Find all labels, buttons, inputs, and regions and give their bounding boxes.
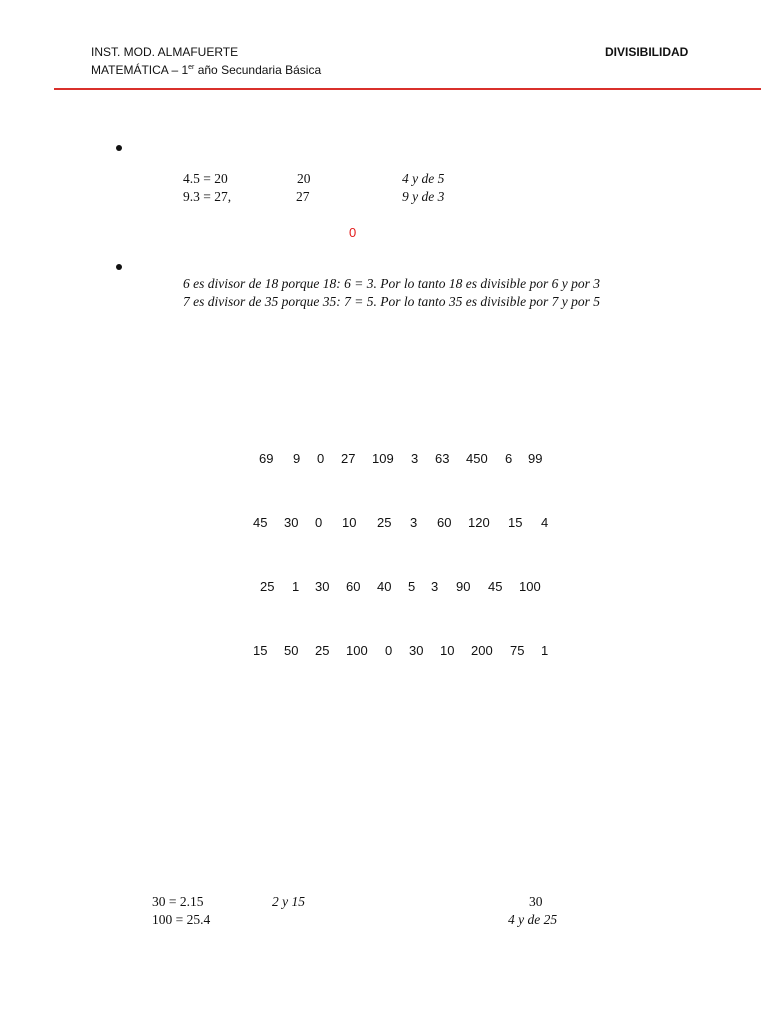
- number-item: 45: [253, 515, 268, 530]
- number-item: 30: [315, 579, 330, 594]
- number-item: 3: [410, 515, 418, 530]
- s3-row-1-equation: 30 = 2.15: [152, 894, 204, 909]
- number-item: 45: [488, 579, 503, 594]
- red-zero-mark: 0: [349, 225, 357, 240]
- header-divider: [54, 88, 761, 90]
- number-item: 60: [346, 579, 361, 594]
- number-item: 15: [508, 515, 523, 530]
- number-item: 100: [346, 643, 368, 658]
- s3-row-1-pair: 2 y 15: [272, 894, 305, 909]
- s1-row-1-pair: 4 y de 5: [402, 171, 445, 186]
- number-item: 9: [293, 451, 301, 466]
- number-item: 0: [315, 515, 323, 530]
- number-item: 25: [260, 579, 275, 594]
- number-item: 15: [253, 643, 268, 658]
- s3-row-2-equation: 100 = 25.4: [152, 912, 211, 927]
- number-item: 69: [259, 451, 274, 466]
- number-item: 25: [315, 643, 330, 658]
- number-item: 99: [528, 451, 543, 466]
- s1-row-1-equation: 4.5 = 20: [183, 171, 228, 186]
- s3-row-2-value: 4 y de 25: [508, 912, 558, 927]
- s1-row-2-value: 27: [296, 189, 310, 204]
- number-item: 90: [456, 579, 471, 594]
- bullet-1: [116, 145, 122, 151]
- s1-row-2-equation: 9.3 = 27,: [183, 189, 232, 204]
- number-item: 30: [284, 515, 299, 530]
- s2-line-1: 6 es divisor de 18 porque 18: 6 = 3. Por lo tanto 18 es divisible por 6 y por 3: [183, 276, 600, 291]
- number-item: 120: [468, 515, 490, 530]
- header-institution: INST. MOD. ALMAFUERTE: [91, 45, 239, 59]
- number-item: 30: [409, 643, 424, 658]
- s1-row-1-value: 20: [297, 171, 311, 186]
- number-item: 0: [385, 643, 393, 658]
- header-topic: DIVISIBILIDAD: [605, 45, 689, 59]
- number-item: 4: [541, 515, 549, 530]
- number-item: 63: [435, 451, 450, 466]
- number-item: 450: [466, 451, 488, 466]
- header-course-sup: er: [188, 64, 195, 71]
- number-item: 0: [317, 451, 325, 466]
- number-item: 25: [377, 515, 392, 530]
- number-item: 27: [341, 451, 356, 466]
- header-course-rest: año Secundaria Básica: [194, 63, 322, 77]
- number-item: 6: [505, 451, 513, 466]
- number-item: 40: [377, 579, 392, 594]
- number-item: 75: [510, 643, 525, 658]
- number-item: 3: [411, 451, 419, 466]
- header-course-main: MATEMÁTICA – 1: [91, 63, 189, 77]
- number-item: 200: [471, 643, 493, 658]
- number-item: 10: [440, 643, 455, 658]
- number-item: 10: [342, 515, 357, 530]
- number-item: 1: [541, 643, 549, 658]
- number-item: 109: [372, 451, 394, 466]
- number-item: 3: [431, 579, 439, 594]
- number-item: 50: [284, 643, 299, 658]
- number-item: 60: [437, 515, 452, 530]
- number-item: 100: [519, 579, 541, 594]
- number-item: 5: [408, 579, 416, 594]
- number-item: 1: [292, 579, 300, 594]
- s2-line-2: 7 es divisor de 35 porque 35: 7 = 5. Por lo tanto 35 es divisible por 7 y por 5: [183, 294, 600, 309]
- header-course: [91, 63, 321, 77]
- s1-row-2-pair: 9 y de 3: [402, 189, 445, 204]
- bullet-2: [116, 264, 122, 270]
- s3-row-1-value: 30: [529, 894, 543, 909]
